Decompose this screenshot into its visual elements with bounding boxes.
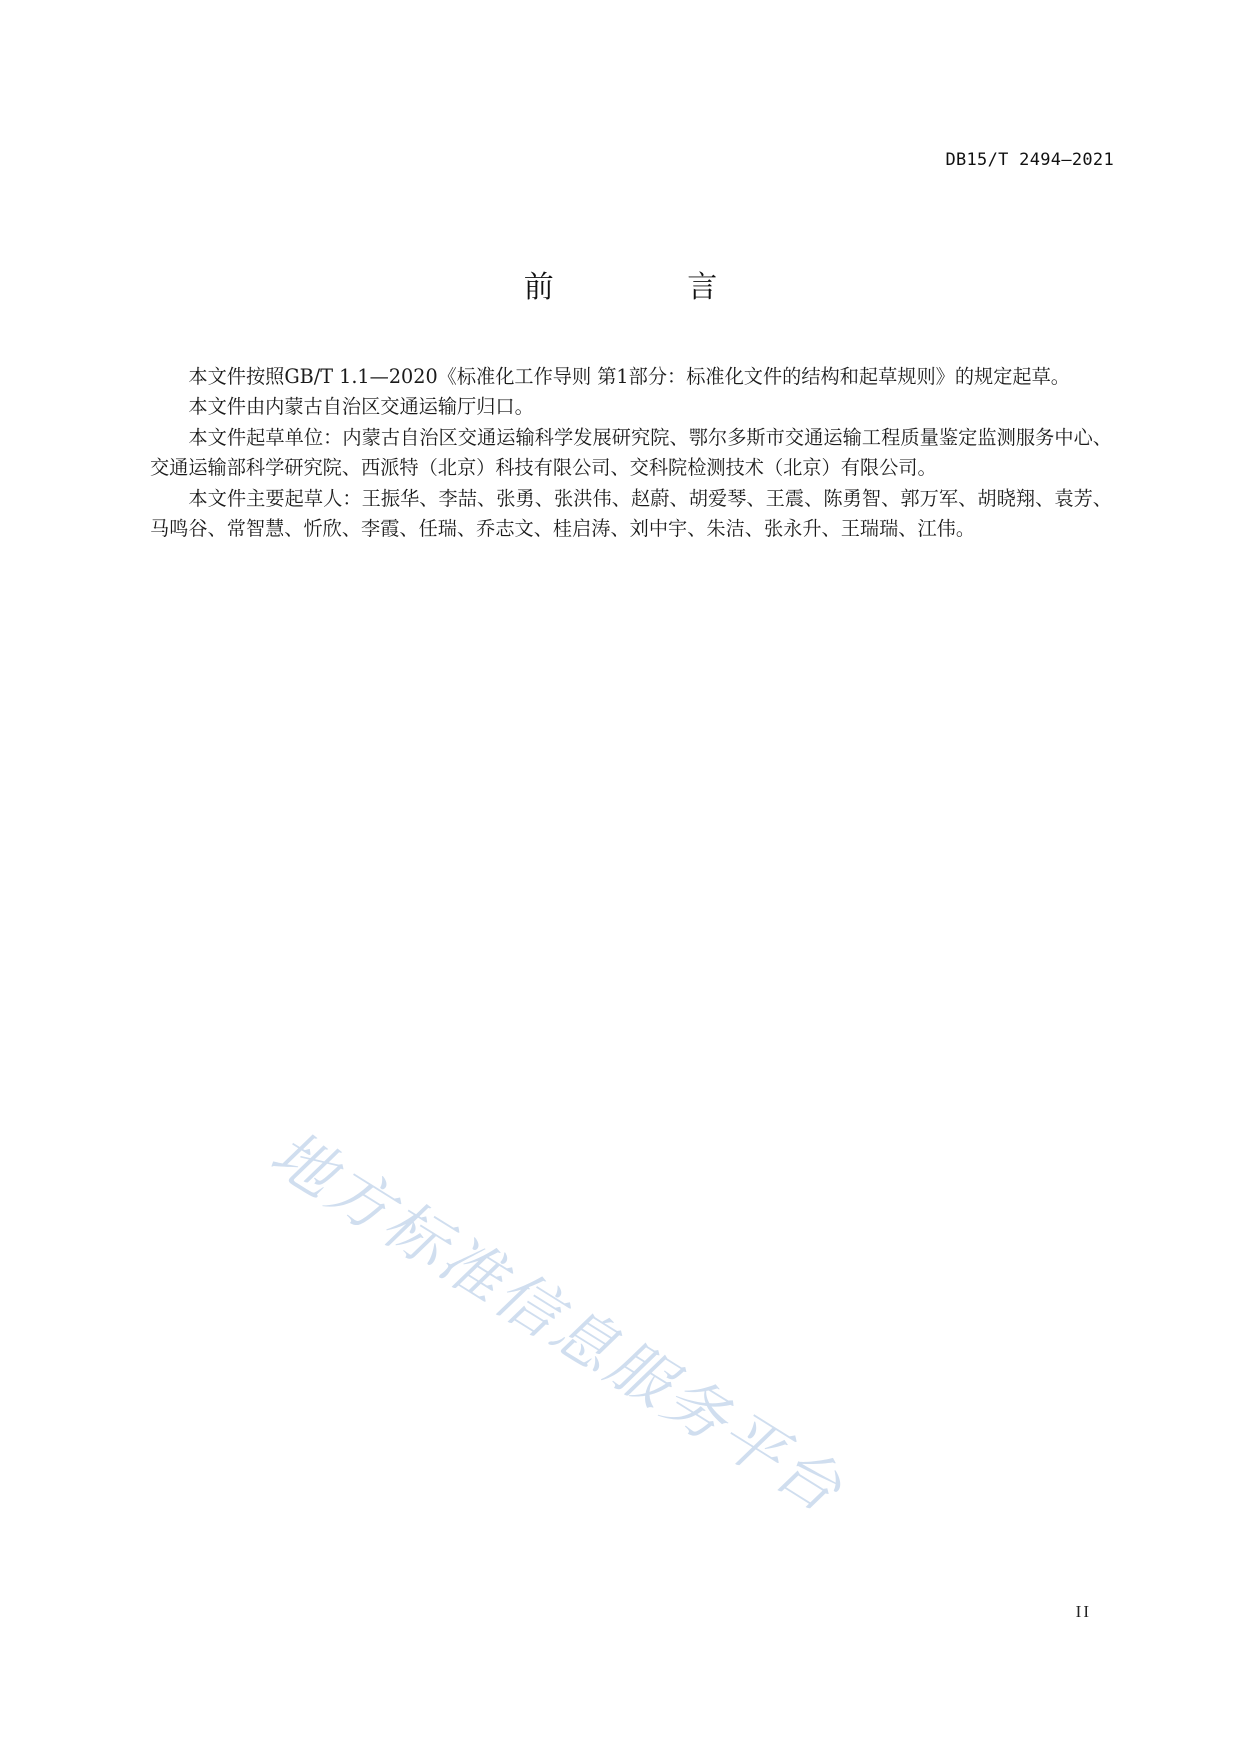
paragraph-main-drafters: 本文件主要起草人：王振华、李喆、张勇、张洪伟、赵蔚、胡爱琴、王震、陈勇智、郭万军、胡晓翔、袁芳、马鸣谷、常智慧、忻欣、李霞、任瑞、乔志文、桂启涛、刘中宇、朱洁、张永升、王瑞瑞、江伟。 bbox=[150, 486, 1112, 541]
foreword-body bbox=[150, 362, 1112, 544]
page-title: 前 言 bbox=[523, 270, 780, 305]
watermark-text: 地方标准信息服务平台 bbox=[258, 1116, 857, 1528]
paragraph-standard-basis: 本文件按照GB/T 1.1—2020《标准化工作导则 第1部分：标准化文件的结构和起草规则》的规定起草。 bbox=[188, 365, 1070, 388]
document-code: DB15/T 2494—2021 bbox=[945, 150, 1114, 170]
paragraph-drafting-organizations: 本文件起草单位：内蒙古自治区交通运输科学发展研究院、鄂尔多斯市交通运输工程质量鉴定监测服务中心、交通运输部科学研究院、西派特（北京）科技有限公司、交科院检测技术（北京）有限公司。 bbox=[150, 425, 1112, 480]
paragraph-administering-body: 本文件由内蒙古自治区交通运输厅归口。 bbox=[188, 395, 534, 419]
page-number: II bbox=[1075, 1602, 1091, 1621]
